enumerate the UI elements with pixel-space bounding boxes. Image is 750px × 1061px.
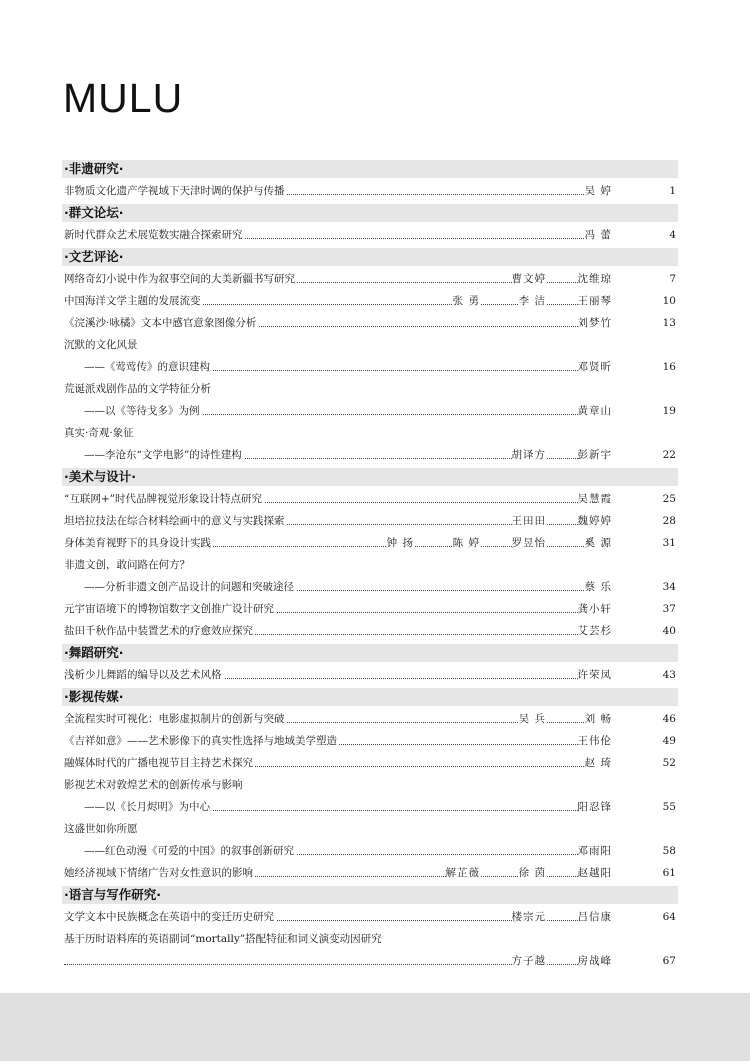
entry-page-number: 67: [656, 950, 676, 972]
section-title: ·群文论坛·: [64, 205, 124, 220]
entry-author: 刘梦竹: [578, 312, 613, 334]
toc-entry[interactable]: [62, 510, 678, 532]
entry-page-number: 19: [656, 400, 676, 422]
section-header: [62, 642, 678, 664]
entry-page-number: 7: [656, 268, 676, 290]
entry-page-number: 25: [656, 488, 676, 510]
entry-page-number: 34: [656, 576, 676, 598]
entry-title: 元宇宙语境下的博物馆数字文创推广设计研究: [64, 598, 276, 620]
toc-entry[interactable]: [62, 752, 678, 774]
entry-author: 邓雨阳: [578, 840, 613, 862]
entry-author: 王田田: [512, 510, 547, 532]
entry-author: 吴慧霞: [578, 488, 613, 510]
entry-author: 胡译方: [512, 444, 547, 466]
entry-author: 解芷薇: [446, 862, 481, 884]
entry-title: 沉默的文化风景: [64, 339, 138, 351]
entry-page-number: 55: [656, 796, 676, 818]
entry-title: ——分析非遗文创产品设计的问题和突破途径: [84, 576, 296, 598]
entry-title: 真实·奇观·象征: [64, 427, 134, 439]
entry-author: 龚小轩: [578, 598, 613, 620]
entry-page-number: 61: [656, 862, 676, 884]
entry-page-number: 4: [656, 224, 676, 246]
entry-title: 《浣溪沙·咏橘》文本中感官意象图像分析: [64, 312, 258, 334]
section-title: ·语言与写作研究·: [64, 887, 161, 902]
entry-author: 蔡 乐: [585, 576, 612, 598]
toc-entry[interactable]: [62, 356, 678, 378]
toc-entry[interactable]: [62, 180, 678, 202]
entry-title: 盐田千秋作品中装置艺术的疗愈效应探究: [64, 620, 255, 642]
section-header-bar: [62, 644, 678, 662]
entry-title: 身体美育视野下的具身设计实践: [64, 532, 213, 554]
entry-title: 全流程实时可视化：电影虚拟制片的创新与突破: [64, 708, 287, 730]
toc-entry[interactable]: [62, 400, 678, 422]
section-header: [62, 202, 678, 224]
toc-entry[interactable]: [62, 664, 678, 686]
section-header: [62, 158, 678, 180]
entry-page-number: 31: [656, 532, 676, 554]
entry-author: 曹文婷: [512, 268, 547, 290]
entry-page-number: 43: [656, 664, 676, 686]
toc-entry[interactable]: [62, 818, 678, 840]
entry-title: 基于历时语料库的英语副词“mortally”搭配特征和词义演变动因研究: [64, 933, 382, 945]
section-header: [62, 884, 678, 906]
section-title: ·非遗研究·: [64, 161, 124, 176]
section-header-bar: [62, 468, 678, 486]
toc-entry[interactable]: [62, 928, 678, 950]
entry-page-number: 13: [656, 312, 676, 334]
entry-title: 融媒体时代的广播电视节目主持艺术探究: [64, 752, 255, 774]
entry-title: 非物质文化遗产学视域下天津时调的保护与传播: [64, 180, 287, 202]
entry-title: 影视艺术对敦煌艺术的创新传承与影响: [64, 779, 243, 791]
entry-author: 王丽琴: [578, 290, 613, 312]
entry-page-number: 37: [656, 598, 676, 620]
entry-author: 赵 琦: [585, 752, 612, 774]
entry-title: 荒诞派戏剧作品的文学特征分析: [64, 383, 211, 395]
entry-page-number: 16: [656, 356, 676, 378]
entry-title: 《吉祥如意》——艺术影像下的真实性选择与地域美学塑造: [64, 730, 339, 752]
toc-entry[interactable]: [62, 906, 678, 928]
entry-author: 吴 婷: [585, 180, 612, 202]
entry-page-number: 52: [656, 752, 676, 774]
entry-title: ——《莺莺传》的意识建构: [84, 356, 212, 378]
entry-author: 邓贤昕: [578, 356, 613, 378]
section-title: ·文艺评论·: [64, 249, 124, 264]
entry-author: 阳忍锋: [578, 796, 613, 818]
entry-author: 张 勇: [453, 290, 480, 312]
toc-entry[interactable]: [62, 422, 678, 444]
toc-entry[interactable]: [62, 620, 678, 642]
toc-entry[interactable]: [62, 730, 678, 752]
toc-entry[interactable]: [62, 532, 678, 554]
entry-title: 坦培拉技法在综合材料绘画中的意义与实践探索: [64, 510, 287, 532]
entry-title: 文学文本中民族概念在英语中的变迁历史研究: [64, 906, 276, 928]
toc-entry[interactable]: [62, 224, 678, 246]
toc-entry[interactable]: [62, 378, 678, 400]
toc-entry[interactable]: [62, 796, 678, 818]
page-title: MULU: [63, 75, 184, 121]
section-header-bar: [62, 204, 678, 222]
section-header: [62, 466, 678, 488]
entry-title: 这盛世如你所愿: [64, 823, 138, 835]
entry-page-number: 10: [656, 290, 676, 312]
entry-author: 魏婷婷: [578, 510, 613, 532]
section-header-bar: [62, 248, 678, 266]
toc-entry[interactable]: [62, 598, 678, 620]
entry-page-number: 22: [656, 444, 676, 466]
entry-author: 奚 源: [585, 532, 612, 554]
entry-title: 网络奇幻小说中作为叙事空间的大美新疆书写研究: [64, 268, 297, 290]
entry-author: 李 洁: [519, 290, 546, 312]
entry-author: 陈 婷: [453, 532, 480, 554]
entry-author: 许荣凤: [578, 664, 613, 686]
footer-band: [0, 993, 750, 1061]
entry-title: ——以《长月烬明》为中心: [84, 796, 212, 818]
entry-author: 彭新宇: [578, 444, 613, 466]
entry-author: 吕信康: [578, 906, 613, 928]
entry-author: 冯 蕾: [585, 224, 612, 246]
entry-title: 新时代群众艺术展览数实融合探索研究: [64, 224, 245, 246]
entry-title: 中国海洋文学主题的发展流变: [64, 290, 203, 312]
toc-entry[interactable]: [62, 950, 678, 972]
entry-page-number: 46: [656, 708, 676, 730]
toc-entry[interactable]: [62, 862, 678, 884]
entry-author: 方子越: [512, 950, 547, 972]
entry-author: 刘 畅: [585, 708, 612, 730]
entry-page-number: 49: [656, 730, 676, 752]
entry-author: 沈维琼: [578, 268, 613, 290]
entry-page-number: 64: [656, 906, 676, 928]
entry-author: 徐 茵: [519, 862, 546, 884]
entry-author: 吴 兵: [519, 708, 546, 730]
entry-title: ——以《等待戈多》为例: [84, 400, 202, 422]
toc-entry[interactable]: [62, 774, 678, 796]
entry-title: ——李沧东“文学电影”的诗性建构: [84, 444, 244, 466]
entry-author: 黄章山: [578, 400, 613, 422]
section-header-bar: [62, 160, 678, 178]
entry-author: 艾芸杉: [578, 620, 613, 642]
toc-entry[interactable]: [62, 488, 678, 510]
entry-author: 罗昱怡: [512, 532, 547, 554]
entry-title: “互联网+”时代品牌视觉形象设计特点研究: [64, 488, 264, 510]
toc-entry[interactable]: [62, 708, 678, 730]
section-title: ·美术与设计·: [64, 469, 136, 484]
section-header: [62, 686, 678, 708]
section-title: ·影视传媒·: [64, 689, 124, 704]
entry-author: 王伟伦: [578, 730, 613, 752]
entry-page-number: 40: [656, 620, 676, 642]
entry-title: ——红色动漫《可爱的中国》的叙事创新研究: [84, 840, 296, 862]
section-title: ·舞蹈研究·: [64, 645, 124, 660]
toc-entry[interactable]: [62, 268, 678, 290]
toc-entry[interactable]: [62, 334, 678, 356]
section-header-bar: [62, 688, 678, 706]
toc-entry[interactable]: [62, 444, 678, 466]
toc-entry[interactable]: [62, 576, 678, 598]
entry-title: 浅析少儿舞蹈的编导以及艺术风格: [64, 664, 224, 686]
entry-author: 赵越阳: [578, 862, 613, 884]
table-of-contents: [62, 158, 678, 972]
section-header: [62, 246, 678, 268]
toc-entry[interactable]: [62, 840, 678, 862]
entry-author: 房战峰: [578, 950, 613, 972]
entry-author: 楼宗元: [512, 906, 547, 928]
entry-title: 非遗文创，敢问路在何方？: [64, 559, 190, 571]
entry-page-number: 1: [656, 180, 676, 202]
toc-entry[interactable]: [62, 554, 678, 576]
entry-author: 钟 扬: [387, 532, 414, 554]
entry-title: 她经济视域下情绪广告对女性意识的影响: [64, 862, 255, 884]
toc-entry[interactable]: [62, 312, 678, 334]
toc-entry[interactable]: [62, 290, 678, 312]
entry-page-number: 58: [656, 840, 676, 862]
entry-page-number: 28: [656, 510, 676, 532]
